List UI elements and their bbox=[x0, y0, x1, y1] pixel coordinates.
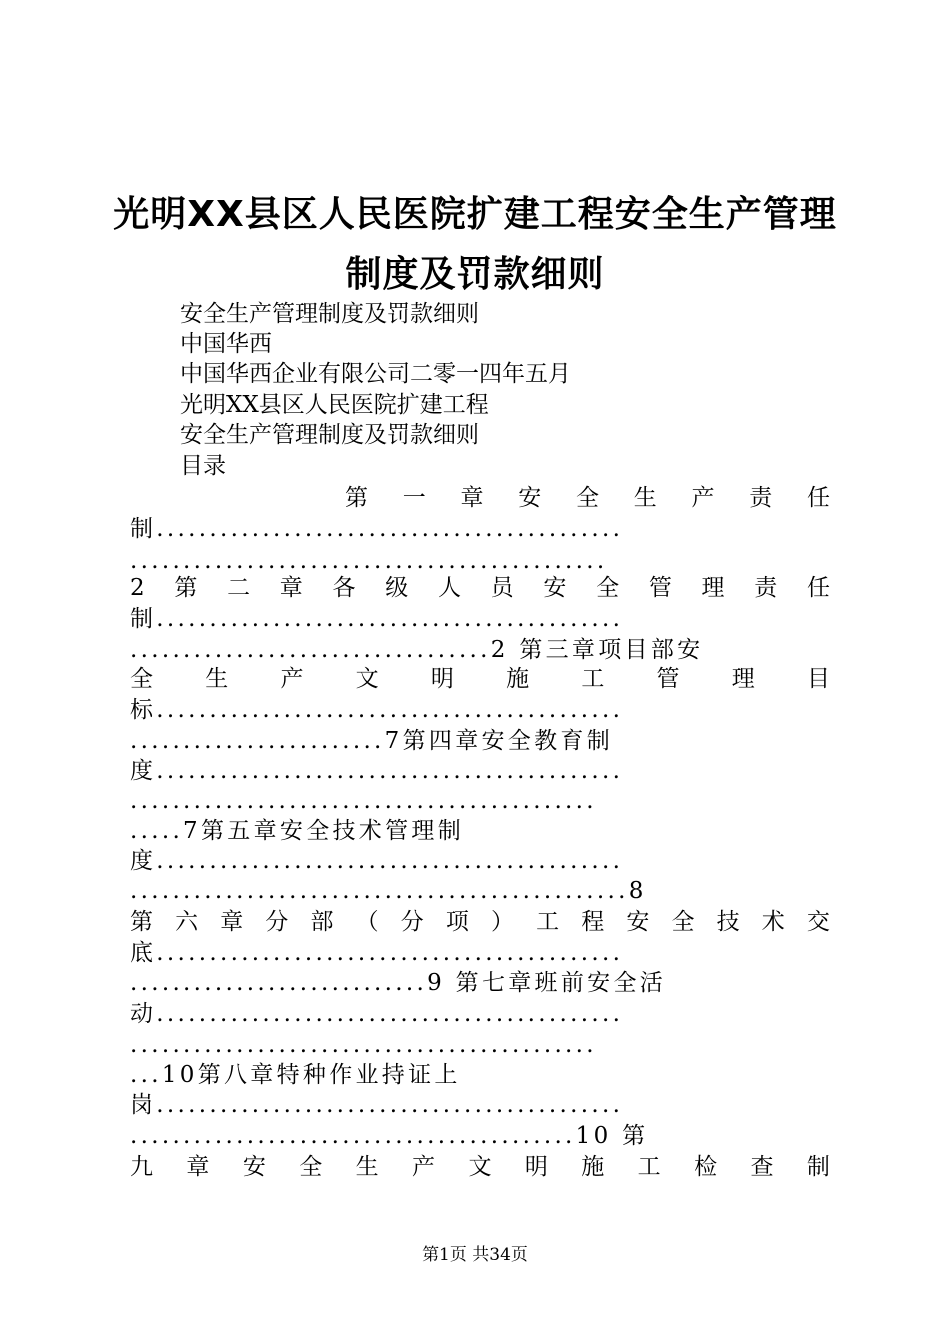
toc-char: 六 bbox=[175, 909, 199, 935]
toc-char: 施 bbox=[506, 666, 530, 692]
toc-char: 第 bbox=[130, 909, 153, 935]
toc-line: ............................................. bbox=[130, 548, 608, 574]
toc-char: 全 bbox=[596, 575, 620, 601]
toc-char: 二 bbox=[227, 575, 251, 601]
toc-line bbox=[345, 483, 830, 513]
toc-line: .....7第五章安全技术管理制 bbox=[130, 818, 464, 844]
toc-char: 九 bbox=[130, 1154, 153, 1180]
intro-line: 安全生产管理制度及罚款细则 bbox=[180, 422, 479, 448]
toc-char: 章 bbox=[220, 909, 244, 935]
toc-char: 安 bbox=[518, 485, 542, 511]
toc-line bbox=[130, 573, 830, 603]
toc-char: 2 bbox=[130, 575, 145, 601]
toc-char: 生 bbox=[355, 1154, 379, 1180]
intro-line: 安全生产管理制度及罚款细则 bbox=[180, 301, 479, 327]
toc-char: 项 bbox=[445, 909, 469, 935]
toc-char: 文 bbox=[468, 1154, 492, 1180]
intro-line: 光明XX县区人民医院扩建工程 bbox=[180, 392, 489, 418]
toc-char: 理 bbox=[731, 666, 755, 692]
toc-char: 全 bbox=[671, 909, 695, 935]
toc-char: 技 bbox=[716, 909, 740, 935]
toc-char: 目 bbox=[806, 666, 830, 692]
toc-char: 全 bbox=[299, 1154, 323, 1180]
toc-char: 生 bbox=[205, 666, 229, 692]
toc-char: 制 bbox=[806, 1154, 830, 1180]
toc-char: 全 bbox=[130, 666, 153, 692]
toc-char: 第 bbox=[174, 575, 198, 601]
toc-char: 安 bbox=[543, 575, 567, 601]
toc-char: 人 bbox=[437, 575, 461, 601]
toc-char: 工 bbox=[581, 666, 605, 692]
toc-char: 各 bbox=[332, 575, 356, 601]
toc-char: 级 bbox=[385, 575, 409, 601]
toc-char: 文 bbox=[355, 666, 379, 692]
toc-heading: 目录 bbox=[180, 453, 226, 479]
toc-line: ............................................ bbox=[130, 1032, 597, 1058]
toc-char: 章 bbox=[186, 1154, 210, 1180]
toc-char: 生 bbox=[633, 485, 657, 511]
toc-char: 任 bbox=[807, 485, 830, 511]
toc-line: ..................................2 第三章项目部安 bbox=[130, 637, 704, 663]
toc-char: 章 bbox=[460, 485, 484, 511]
toc-line: 度............................................ bbox=[130, 758, 624, 784]
toc-char: 术 bbox=[761, 909, 785, 935]
toc-char: （ bbox=[355, 909, 379, 935]
toc-char: 工 bbox=[536, 909, 560, 935]
toc-char: 施 bbox=[581, 1154, 605, 1180]
toc-line: 动............................................ bbox=[130, 1001, 624, 1027]
page-footer: 第1页 共34页 bbox=[422, 1245, 528, 1265]
toc-char: 分 bbox=[400, 909, 424, 935]
toc-line: ...10第八章特种作业持证上 bbox=[130, 1062, 461, 1088]
toc-line: ............................9 第七章班前安全活 bbox=[130, 970, 667, 996]
toc-char: 明 bbox=[430, 666, 454, 692]
toc-line: 岗............................................ bbox=[130, 1092, 624, 1118]
toc-char: 第 bbox=[345, 485, 368, 511]
toc-char: 产 bbox=[691, 485, 715, 511]
toc-char: 任 bbox=[806, 575, 830, 601]
toc-line: 底............................................ bbox=[130, 940, 624, 966]
toc-char: 安 bbox=[242, 1154, 266, 1180]
document-title-line-1: 光明XX县区人民医院扩建工程安全生产管理 bbox=[113, 194, 837, 235]
toc-char: 检 bbox=[694, 1154, 718, 1180]
toc-line: ...............................................8 bbox=[130, 878, 647, 904]
toc-char: 程 bbox=[581, 909, 605, 935]
toc-line bbox=[130, 907, 830, 937]
toc-char: 一 bbox=[402, 485, 426, 511]
toc-char: 章 bbox=[279, 575, 303, 601]
toc-line: 制............................................ bbox=[130, 606, 624, 632]
toc-line: 标............................................ bbox=[130, 697, 624, 723]
intro-line: 中国华西企业有限公司二零一四年五月 bbox=[180, 361, 571, 387]
toc-char: 责 bbox=[754, 575, 778, 601]
toc-line: ........................7第四章安全教育制 bbox=[130, 728, 613, 754]
toc-char: 理 bbox=[701, 575, 725, 601]
toc-line: ..........................................10 第 bbox=[130, 1123, 649, 1149]
toc-char: 责 bbox=[749, 485, 773, 511]
toc-char: 管 bbox=[656, 666, 680, 692]
document-title-line-2: 制度及罚款细则 bbox=[345, 254, 605, 295]
toc-char: 部 bbox=[310, 909, 334, 935]
toc-char: 明 bbox=[524, 1154, 548, 1180]
toc-char: 工 bbox=[637, 1154, 661, 1180]
toc-char: 交 bbox=[806, 909, 830, 935]
toc-char: 安 bbox=[626, 909, 650, 935]
toc-char: ） bbox=[491, 909, 514, 935]
toc-char: 管 bbox=[648, 575, 672, 601]
toc-char: 产 bbox=[280, 666, 304, 692]
toc-line: 制............................................ bbox=[130, 516, 624, 542]
toc-char: 产 bbox=[412, 1154, 436, 1180]
toc-line bbox=[130, 664, 830, 694]
toc-char: 全 bbox=[576, 485, 599, 511]
toc-char: 员 bbox=[490, 575, 514, 601]
toc-line: ............................................ bbox=[130, 788, 597, 814]
toc-line bbox=[130, 1152, 830, 1182]
toc-char: 查 bbox=[750, 1154, 774, 1180]
toc-char: 分 bbox=[265, 909, 289, 935]
intro-line: 中国华西 bbox=[180, 331, 272, 357]
toc-line: 度............................................ bbox=[130, 848, 624, 874]
